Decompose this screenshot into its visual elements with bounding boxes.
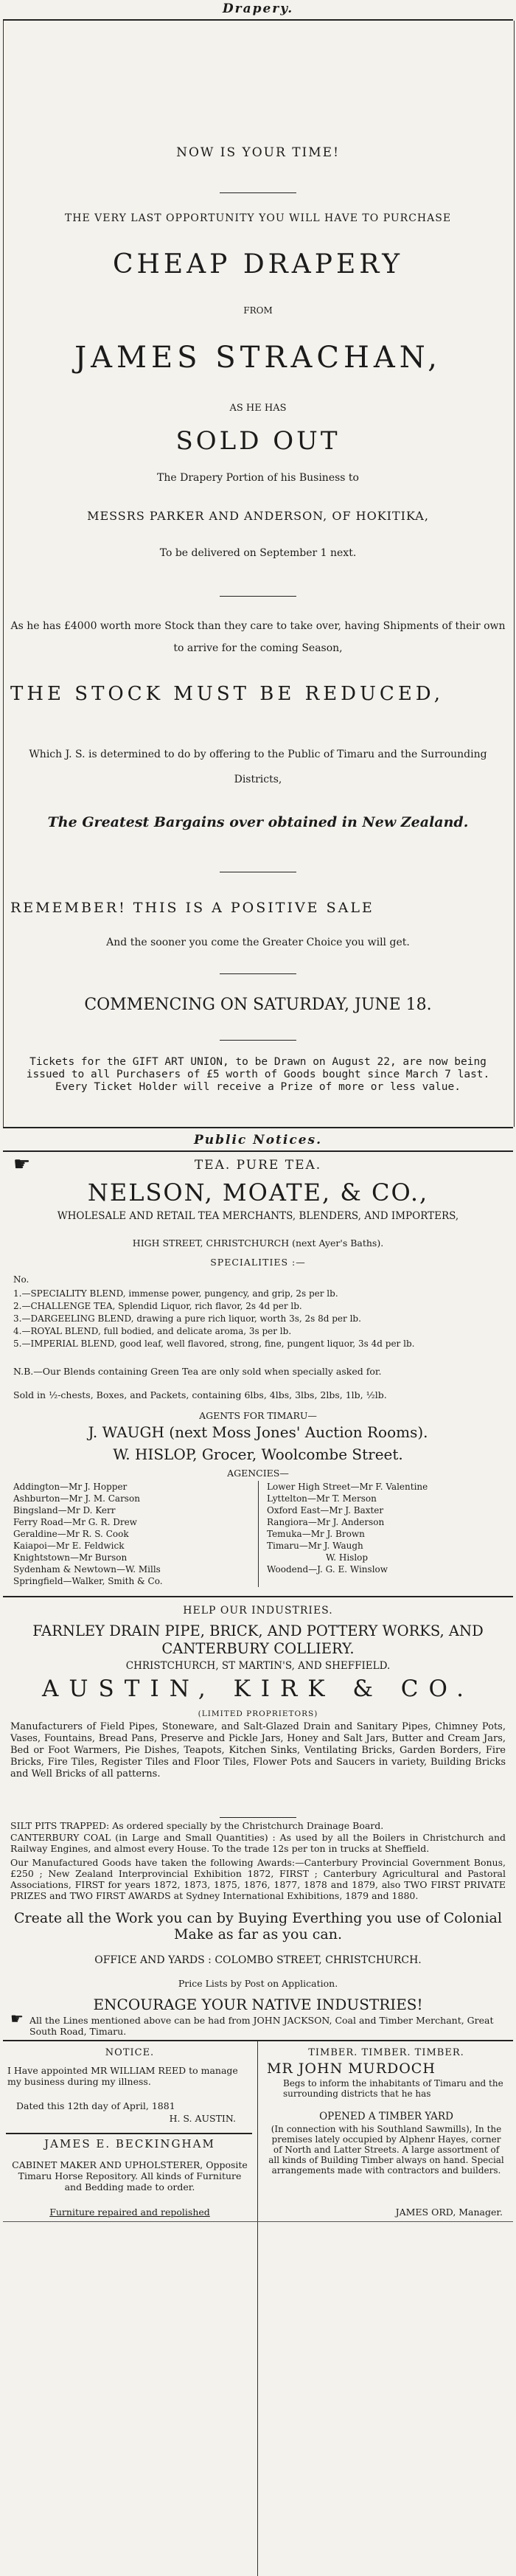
speciality-item: 3.—DARGEELING BLEND, drawing a pure rich liquor, worth 3s, 2s 8d per lb. [13,1313,361,1324]
beckingham-footer: Furniture repaired and repolished [49,2207,210,2218]
divider [3,1127,513,1128]
coal-text: CANTERBURY COAL (in Large and Small Quantities) : As used by all the Boilers in Christchurch and Railway Engines, and almost every House. To the trade 12s per ton in trucks at Sheffield. [10,1832,506,1854]
sooner-line: And the sooner you come the Greater Choice you will get. [106,937,410,948]
delivery: To be delivered on September 1 next. [159,547,357,559]
agency-item: Kaiapoi—Mr E. Feldwick [13,1541,125,1551]
agent-waugh: J. WAUGH (next Moss Jones' Auction Rooms). [88,1423,428,1441]
tickets-notice: Tickets for the GIFT ART UNION, to be Drawn on August 22, are now being issued to all Purchasers of £5 worth of Goods bought since March 7 last. Every Ticket Holder will receive a Prize of more or less value. [26,1056,490,1093]
manufactures-text: Manufacturers of Field Pipes, Stoneware, and Salt-Glazed Drain and Sanitary Pipes, Chimney Pots, Vases, Fountains, Bread Pans, Preserve and Pickle Jars, Honey and Salt Jars, Butter and Cream Jars, Bed or Foot Warmers, Pie Dishes, Teapots, Kitchen Sinks, Ventilating Bricks, Garden Borders, Fire Bricks, Fire Tiles, Register Tiles and Floor Tiles, Flower Pots and Saucers in variety, Building Bricks and Well Bricks of all patterns. [10,1721,506,1780]
limited-proprietors: (LIMITED PROPRIETORS) [198,1709,318,1718]
last-opportunity: THE VERY LAST OPPORTUNITY YOU WILL HAVE TO PURCHASE [64,212,452,224]
industries-places: CHRISTCHURCH, ST MARTIN'S, AND SHEFFIELD. [125,1660,391,1672]
now-is-your-time: NOW IS YOUR TIME! [176,145,340,160]
agency-item: Geraldine—Mr R. S. Cook [13,1529,129,1539]
stock-line: As he has £4000 worth more Stock than they care to take over, having Shipments of their own to arrive for the coming Season, [10,620,506,654]
agents-for-timaru: AGENTS FOR TIMARU— [199,1410,317,1421]
company-address: HIGH STREET, CHRISTCHURCH (next Ayer's Baths). [132,1237,384,1249]
timber-heading: TIMBER. TIMBER. TIMBER. [308,2047,464,2058]
speciality-item: 1.—SPECIALITY BLEND, immense power, pungency, and grip, 2s per lb. [13,1288,338,1299]
murdoch-body-1: Begs to inform the inhabitants of Timaru and the surrounding districts that he has [283,2078,503,2099]
specialities-no-label: No. [13,1274,29,1285]
notice-heading: NOTICE. [105,2047,155,2058]
agency-item: Bingsland—Mr D. Kerr [13,1505,116,1516]
divider [6,2133,252,2134]
divider [258,1481,259,1587]
divider [220,596,296,597]
speciality-item: 5.—IMPERIAL BLEND, good leaf, well flavored, strong, fine, pungent liquor, 3s 4d per lb. [13,1339,415,1349]
opened-timber-yard: OPENED A TIMBER YARD [319,2111,453,2122]
company-name: NELSON, MOATE, & CO., [87,1178,429,1207]
encourage-heading: ENCOURAGE YOUR NATIVE INDUSTRIES! [93,1996,423,2013]
agency-item: Addington—Mr J. Hopper [13,1482,128,1492]
speciality-item: 2.—CHALLENGE TEA, Splendid Liquor, rich flavor, 2s 4d per lb. [13,1301,302,1311]
agency-item: Springfield—Walker, Smith & Co. [13,1576,163,1586]
drapery-ad-border [3,21,515,1127]
create-all: Create all the Work you can by Buying Everthing you use of Colonial Make as far as you can. [14,1910,502,1943]
industries-title: FARNLEY DRAIN PIPE, BRICK, AND POTTERY WORKS, AND CANTERBURY COLLIERY. [32,1622,484,1657]
agency-item: Timaru—Mr J. Waugh [267,1541,363,1551]
murdoch-manager: JAMES ORD, Manager. [395,2207,503,2218]
agencies-right-column [267,1481,507,1575]
murdoch-body-2: (In connection with his Southland Sawmills), In the premises lately occupied by Alphenr Hayes, corner of North and Latter Streets. A large assortment of all kinds of Building Timber always on hand. Special arrangements made with contractors and builders. [268,2124,504,2176]
sold-out: SOLD OUT [175,426,341,456]
greatest-bargains: The Greatest Bargains over obtained in New Zealand. [47,814,469,830]
specialities-list [13,1288,503,1350]
specialities-heading: SPECIALITIES :— [210,1257,306,1268]
as-he-has: AS HE HAS [229,403,287,414]
agency-item: Ashburton—Mr J. M. Carson [13,1493,140,1504]
agencies-heading: AGENCIES— [227,1468,289,1479]
speciality-item: 4.—ROYAL BLEND, full bodied, and delicate aroma, 3s per lb. [13,1326,292,1336]
silt-pits: SILT PITS TRAPPED: As ordered specially by the Christchurch Drainage Board. [10,1820,384,1831]
buyers: MESSRS PARKER AND ANDERSON, OF HOKITIKA, [87,509,429,523]
agency-item: Ferry Road—Mr G. R. Drew [13,1517,137,1527]
pointing-hand-icon: ☛ [13,1153,31,1176]
murdoch-name: MR JOHN MURDOCH [267,2061,436,2077]
public-notices-heading: Public Notices. [193,1133,323,1148]
must-be-reduced: THE STOCK MUST BE REDUCED, [10,683,444,705]
agency-item: Sydenham & Newtown—W. Mills [13,1564,161,1575]
price-lists: Price Lists by Post on Application. [178,1978,338,1989]
beckingham-body: CABINET MAKER AND UPHOLSTERER, Opposite Timaru Horse Repository. All kinds of Furniture and Bedding made to order. [12,2159,248,2193]
agency-item: Lyttelton—Mr T. Merson [267,1493,377,1504]
firm-name: AUSTIN, KIRK & CO. [42,1676,474,1702]
divider [220,1040,296,1041]
office-yards: OFFICE AND YARDS : COLOMBO STREET, CHRISTCHURCH. [94,1954,422,1966]
divider [220,1817,296,1818]
divider [3,1150,513,1152]
pointing-hand-icon: ☛ [10,2010,24,2027]
divider [3,1596,513,1597]
agency-item: Woodend—J. G. E. Winslow [267,1564,388,1575]
tea-line: TEA. PURE TEA. [194,1158,322,1173]
divider [220,192,296,193]
notice-signed: H. S. AUSTIN. [169,2113,236,2124]
beckingham-name: JAMES E. BECKINGHAM [44,2137,215,2150]
divider [3,2040,513,2041]
agencies-left-column [13,1481,242,1587]
notice-body: I Have appointed MR WILLIAM REED to manage my business during my illness. [7,2065,238,2087]
awards-text: Our Manufactured Goods have taken the following Awards:—Canterbury Provincial Government Bonus, £250 ; New Zealand Interprovincial Exhibition 1872, FIRST ; Canterbury Agricultural and Pastoral Associations, FIRST for years 1872, 1873, 1875, 1876, 1877, 1878 and 1879, also TWO FIRST PRIVATE PRIZES and TWO FIRST AWARDS at Sydney International Exhibitions, 1879 and 1880. [10,1857,506,1901]
notice-dated: Dated this 12th day of April, 1881 [16,2100,175,2111]
offering-line: Which J. S. is determined to do by offering to the Public of Timaru and the Surrounding Districts, [29,749,487,785]
packing-line: Sold in ½-chests, Boxes, and Packets, containing 6lbs, 4lbs, 3lbs, 2lbs, 1lb, ½lb. [13,1389,387,1400]
agency-item: Knightstown—Mr Burson [13,1552,128,1563]
agency-item: Oxford East—Mr J. Baxter [267,1505,384,1516]
company-trade: WHOLESALE AND RETAIL TEA MERCHANTS, BLENDERS, AND IMPORTERS, [57,1210,459,1222]
divider [257,2041,258,2576]
divider [220,973,296,974]
merchant-name: JAMES STRACHAN, [74,341,442,375]
agent-hislop: W. HISLOP, Grocer, Woolcombe Street. [113,1445,403,1463]
remember-line: REMEMBER! THIS IS A POSITIVE SALE [10,900,374,916]
portion-line: The Drapery Portion of his Business to [157,472,359,484]
agency-item: W. Hislop [326,1552,369,1563]
agency-item: Temuka—Mr J. Brown [267,1529,365,1539]
from-label: FROM [243,305,273,316]
help-industries: HELP OUR INDUSTRIES. [183,1605,333,1617]
encourage-detail: All the Lines mentioned above can be had from JOHN JACKSON, Coal and Timber Merchant, Great South Road, Timaru. [29,2015,494,2037]
drapery-heading: Drapery. [222,1,294,16]
nb-line: N.B.—Our Blends containing Green Tea are only sold when specially asked for. [13,1366,382,1377]
agency-item: Lower High Street—Mr F. Valentine [267,1482,428,1492]
commencing: COMMENCING ON SATURDAY, JUNE 18. [84,996,432,1014]
cheap-drapery: CHEAP DRAPERY [112,249,404,280]
agency-item: Rangiora—Mr J. Anderson [267,1517,385,1527]
page-bottom-rule [3,2221,513,2222]
